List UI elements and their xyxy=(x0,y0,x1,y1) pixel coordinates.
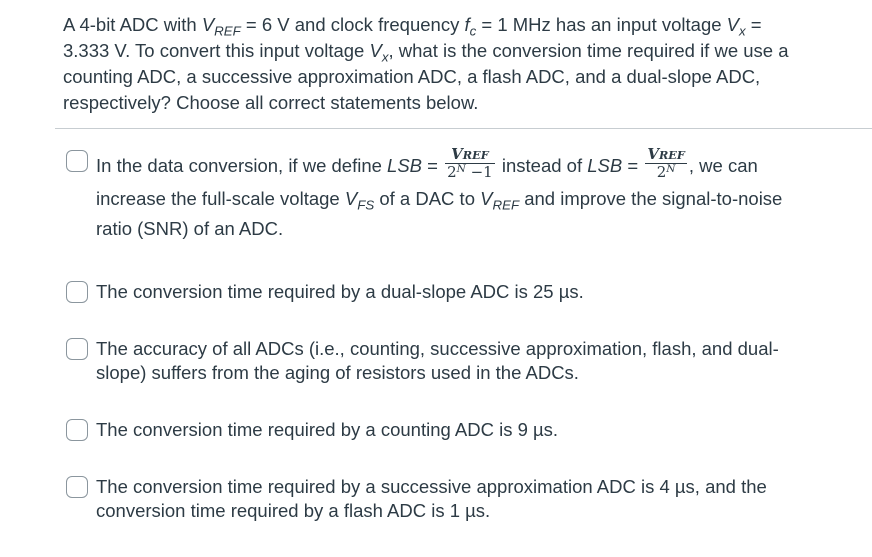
option-text-part: instead of xyxy=(496,154,588,176)
denominator-exponent: N xyxy=(456,162,466,175)
fraction-numerator xyxy=(645,146,687,164)
option-text-part: In the data conversion, if we define xyxy=(96,154,388,176)
vx-subscript: x xyxy=(739,23,746,39)
vx-base: V xyxy=(726,14,740,35)
vref-subscript: REF xyxy=(214,23,241,39)
checkbox[interactable] xyxy=(66,281,88,303)
checkbox[interactable] xyxy=(66,419,88,441)
fc-subscript: c xyxy=(469,23,477,39)
option-text-part: and improve the signal-to-noise ratio (SNR) of an ADC. xyxy=(96,188,783,239)
numerator-subscript: REF xyxy=(658,148,685,162)
vref-base: V xyxy=(201,14,215,35)
answer-option-text: The conversion time required by a dual-slope ADC is 25 µs. xyxy=(96,281,584,302)
vx-base: V xyxy=(369,40,382,61)
question-text-part: A 4-bit ADC with xyxy=(63,14,202,35)
numerator-base: V xyxy=(647,145,659,163)
numerator-base: V xyxy=(451,145,463,163)
fraction-vref-over-2n xyxy=(645,146,687,180)
vfs-subscript: FS xyxy=(357,197,375,213)
numerator-subscript: REF xyxy=(462,148,489,162)
denominator-base: 2 xyxy=(656,163,667,181)
fraction-denominator xyxy=(645,164,687,180)
answer-option-4[interactable] xyxy=(66,418,786,442)
option-text-part: of a DAC to xyxy=(374,188,481,209)
equals-sign: = xyxy=(622,154,644,176)
vfs-symbol xyxy=(344,188,375,213)
denominator-base: 2 xyxy=(447,163,457,181)
vref-base: V xyxy=(480,188,493,209)
answer-option-5[interactable] xyxy=(66,475,786,523)
answer-option-3[interactable] xyxy=(66,337,786,385)
equals-sign: = xyxy=(422,154,444,176)
answer-option-2[interactable] xyxy=(66,280,786,304)
fraction-denominator xyxy=(445,164,495,180)
question-divider xyxy=(55,128,872,129)
fraction-numerator xyxy=(445,146,495,164)
fc-base: f xyxy=(464,14,470,35)
question-text-part: = 6 V and clock frequency xyxy=(240,14,465,35)
denominator-exponent: N xyxy=(666,162,676,175)
checkbox[interactable] xyxy=(66,338,88,360)
checkbox[interactable] xyxy=(66,150,88,172)
vref-symbol xyxy=(480,188,520,213)
answer-option-text xyxy=(96,145,786,244)
vx-subscript: x xyxy=(381,49,389,65)
question-text-part: = 1 MHz has an input voltage xyxy=(476,14,727,35)
lsb-symbol: LSB xyxy=(587,154,623,176)
fraction-vref-over-2n-minus-1 xyxy=(445,146,495,180)
vref-subscript: REF xyxy=(492,197,520,213)
answer-option-text: The conversion time required by a counting ADC is 9 µs. xyxy=(96,419,559,440)
lsb-symbol: LSB xyxy=(387,154,423,176)
answer-option-text: The conversion time required by a successive approximation ADC is 4 µs, and the conversion time required by a flash ADC is 1 µs. xyxy=(96,476,767,521)
answer-option-text: The accuracy of all ADCs (i.e., counting, successive approximation, flash, and dual-slope) suffers from the aging of resistors used in the ADCs. xyxy=(96,338,779,383)
question-text-part: , what is the conversion time required if we use a counting ADC, a successive approximation ADC, a flash ADC, and a dual-slope ADC, respectively? Choose all correct statements below. xyxy=(63,40,789,113)
option-text-part: , we can increase the full-scale voltage xyxy=(96,154,758,209)
denominator-minus-one: −1 xyxy=(465,163,493,181)
question-text-part: = 3.333 V. To convert this input voltage xyxy=(63,14,762,61)
fc-symbol xyxy=(464,14,477,39)
vfs-base: V xyxy=(344,188,358,209)
vx-symbol xyxy=(726,14,746,39)
vx-symbol xyxy=(369,40,389,65)
vref-symbol xyxy=(201,14,241,39)
checkbox[interactable] xyxy=(66,476,88,498)
question-text xyxy=(63,12,803,116)
answer-option-1[interactable] xyxy=(66,145,786,244)
